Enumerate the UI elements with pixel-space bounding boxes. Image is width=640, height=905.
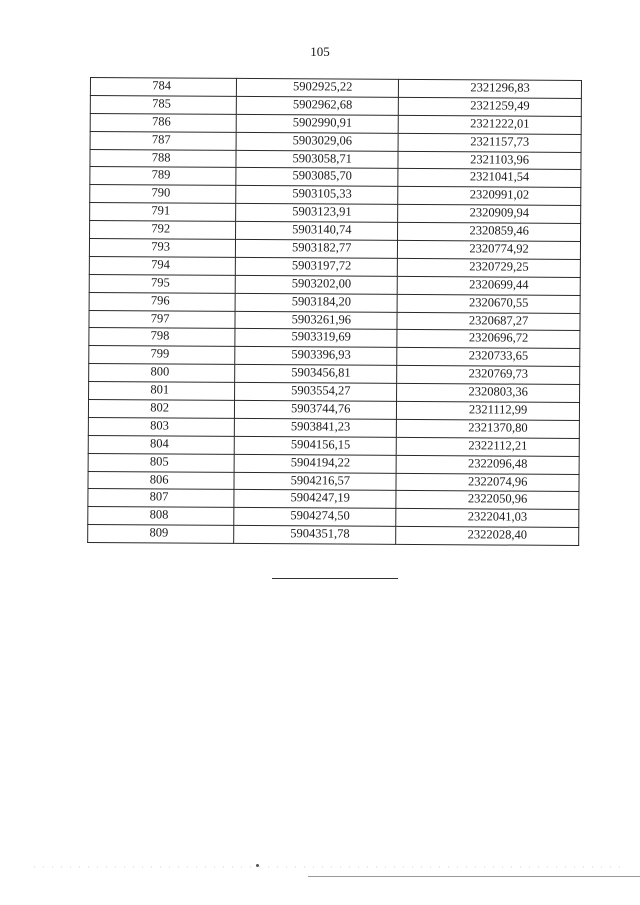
point-number-cell: 802 <box>88 400 234 419</box>
point-number-cell: 784 <box>90 78 236 97</box>
x-coordinate-cell: 5903197,72 <box>236 257 398 276</box>
y-coordinate-cell: 2320909,94 <box>398 205 581 224</box>
x-coordinate-cell: 5903184,20 <box>235 293 397 312</box>
point-number-cell: 791 <box>90 203 236 222</box>
x-coordinate-cell: 5902962,68 <box>237 96 399 115</box>
x-coordinate-cell: 5904247,19 <box>234 490 396 509</box>
y-coordinate-cell: 2322028,40 <box>396 527 579 546</box>
x-coordinate-cell: 5903029,06 <box>236 132 398 151</box>
y-coordinate-cell: 2320769,73 <box>397 366 580 385</box>
point-number-cell: 794 <box>89 256 235 275</box>
y-coordinate-cell: 2320803,36 <box>397 384 580 403</box>
point-number-cell: 803 <box>88 417 234 436</box>
y-coordinate-cell: 2321103,96 <box>398 151 581 170</box>
y-coordinate-cell: 2321370,80 <box>397 419 580 438</box>
scan-artifact-mark <box>256 864 259 867</box>
x-coordinate-cell: 5903554,27 <box>235 383 397 402</box>
x-coordinate-cell: 5902925,22 <box>237 78 399 97</box>
coordinates-table <box>87 77 582 546</box>
x-coordinate-cell: 5903202,00 <box>235 275 397 294</box>
y-coordinate-cell: 2322041,03 <box>396 509 579 528</box>
coordinates-table-body <box>88 78 582 546</box>
y-coordinate-cell: 2320696,72 <box>397 330 580 349</box>
x-coordinate-cell: 5903058,71 <box>236 150 398 169</box>
y-coordinate-cell: 2321157,73 <box>398 133 581 152</box>
point-number-cell: 804 <box>88 435 234 454</box>
y-coordinate-cell: 2322112,21 <box>396 437 579 456</box>
x-coordinate-cell: 5903744,76 <box>235 400 397 419</box>
point-number-cell: 801 <box>89 382 235 401</box>
page-number: 105 <box>310 44 330 59</box>
point-number-cell: 795 <box>89 274 235 293</box>
x-coordinate-cell: 5903182,77 <box>236 239 398 258</box>
point-number-cell: 788 <box>90 149 236 168</box>
x-coordinate-cell: 5903123,91 <box>236 204 398 223</box>
point-number-cell: 798 <box>89 328 235 347</box>
y-coordinate-cell: 2321259,49 <box>399 97 582 116</box>
point-number-cell: 787 <box>90 131 236 150</box>
y-coordinate-cell: 2320991,02 <box>398 187 581 206</box>
point-number-cell: 789 <box>90 167 236 186</box>
x-coordinate-cell: 5903085,70 <box>236 168 398 187</box>
end-of-table-rule <box>272 578 398 579</box>
y-coordinate-cell: 2322050,96 <box>396 491 579 510</box>
y-coordinate-cell: 2320670,55 <box>397 294 580 313</box>
point-number-cell: 799 <box>89 346 235 365</box>
y-coordinate-cell: 2322096,48 <box>396 455 579 474</box>
x-coordinate-cell: 5904351,78 <box>234 526 396 545</box>
point-number-cell: 792 <box>90 221 236 240</box>
y-coordinate-cell: 2321222,01 <box>398 115 581 134</box>
y-coordinate-cell: 2320859,46 <box>398 223 581 242</box>
x-coordinate-cell: 5904194,22 <box>234 454 396 473</box>
point-number-cell: 808 <box>88 507 234 526</box>
y-coordinate-cell: 2321296,83 <box>399 79 582 98</box>
x-coordinate-cell: 5902990,91 <box>236 114 398 133</box>
x-coordinate-cell: 5903456,81 <box>235 365 397 384</box>
y-coordinate-cell: 2321112,99 <box>397 401 580 420</box>
y-coordinate-cell: 2320774,92 <box>398 240 581 259</box>
point-number-cell: 785 <box>90 95 236 114</box>
x-coordinate-cell: 5904274,50 <box>234 508 396 527</box>
x-coordinate-cell: 5903105,33 <box>236 186 398 205</box>
y-coordinate-cell: 2320687,27 <box>397 312 580 331</box>
y-coordinate-cell: 2320699,44 <box>397 276 580 295</box>
point-number-cell: 797 <box>89 310 235 329</box>
x-coordinate-cell: 5903319,69 <box>235 329 397 348</box>
point-number-cell: 805 <box>88 453 234 472</box>
point-number-cell: 796 <box>89 292 235 311</box>
table-row <box>88 525 579 546</box>
scan-artifact-edge <box>308 876 640 877</box>
y-coordinate-cell: 2321041,54 <box>398 169 581 188</box>
x-coordinate-cell: 5904216,57 <box>234 472 396 491</box>
y-coordinate-cell: 2320729,25 <box>398 258 581 277</box>
x-coordinate-cell: 5903396,93 <box>235 347 397 366</box>
point-number-cell: 809 <box>88 525 234 544</box>
point-number-cell: 806 <box>88 471 234 490</box>
point-number-cell: 793 <box>89 239 235 258</box>
x-coordinate-cell: 5903140,74 <box>236 222 398 241</box>
y-coordinate-cell: 2320733,65 <box>397 348 580 367</box>
y-coordinate-cell: 2322074,96 <box>396 473 579 492</box>
point-number-cell: 790 <box>90 185 236 204</box>
point-number-cell: 807 <box>88 489 234 508</box>
x-coordinate-cell: 5903841,23 <box>235 418 397 437</box>
point-number-cell: 800 <box>89 364 235 383</box>
point-number-cell: 786 <box>90 113 236 132</box>
x-coordinate-cell: 5903261,96 <box>235 311 397 330</box>
x-coordinate-cell: 5904156,15 <box>234 436 396 455</box>
scan-artifact-dots <box>30 866 620 868</box>
